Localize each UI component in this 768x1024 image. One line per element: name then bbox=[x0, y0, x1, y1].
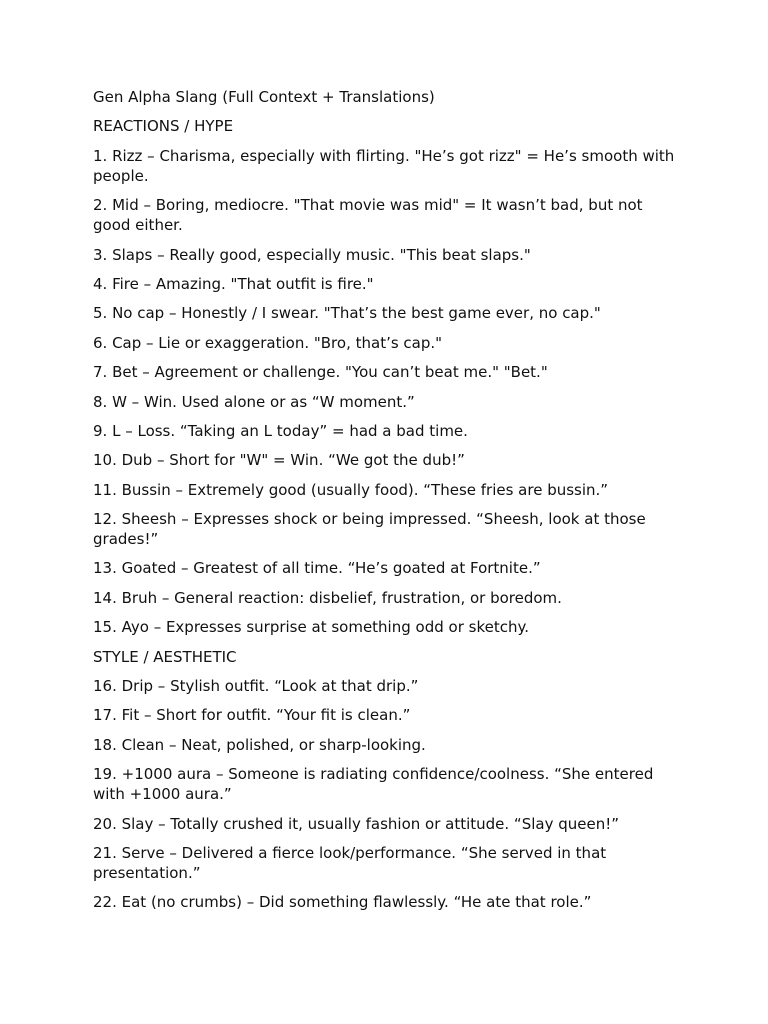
slang-entry: 15. Ayo – Expresses surprise at something odd or sketchy. bbox=[93, 618, 529, 637]
slang-entry: 10. Dub – Short for "W" = Win. “We got the dub!” bbox=[93, 451, 465, 470]
slang-entry: 18. Clean – Neat, polished, or sharp-looking. bbox=[93, 735, 426, 754]
slang-entry: 19. +1000 aura – Someone is radiating confidence/coolness. “She entered with +1000 aura.” bbox=[93, 765, 654, 804]
slang-entry: 14. Bruh – General reaction: disbelief, frustration, or boredom. bbox=[93, 588, 562, 607]
slang-entry: 6. Cap – Lie or exaggeration. "Bro, that’s cap." bbox=[93, 333, 443, 352]
slang-entry: 7. Bet – Agreement or challenge. "You can’t beat me." "Bet." bbox=[93, 363, 548, 382]
slang-entry: 17. Fit – Short for outfit. “Your fit is clean.” bbox=[93, 706, 411, 725]
slang-entry: 3. Slaps – Really good, especially music. "This beat slaps." bbox=[93, 245, 531, 264]
slang-entry: 11. Bussin – Extremely good (usually food). “These fries are bussin.” bbox=[93, 480, 609, 499]
slang-entry: 22. Eat (no crumbs) – Did something flawlessly. “He ate that role.” bbox=[93, 893, 592, 912]
slang-entry: 20. Slay – Totally crushed it, usually fashion or attitude. “Slay queen!” bbox=[93, 814, 620, 833]
slang-entry: 4. Fire – Amazing. "That outfit is fire." bbox=[93, 274, 374, 293]
slang-entry: 2. Mid – Boring, mediocre. "That movie was mid" = It wasn’t bad, but not good either. bbox=[93, 196, 643, 235]
slang-entry: 1. Rizz – Charisma, especially with flirting. "He’s got rizz" = He’s smooth with people. bbox=[93, 146, 675, 185]
slang-entry: 5. No cap – Honestly / I swear. "That’s the best game ever, no cap." bbox=[93, 304, 601, 323]
section-heading-style: STYLE / AESTHETIC bbox=[93, 647, 237, 666]
slang-entry: 9. L – Loss. “Taking an L today” = had a bad time. bbox=[93, 421, 468, 440]
slang-entry: 21. Serve – Delivered a fierce look/performance. “She served in that presentation.” bbox=[93, 843, 607, 882]
slang-entry: 12. Sheesh – Expresses shock or being impressed. “Sheesh, look at those grades!” bbox=[93, 510, 646, 549]
document-title: Gen Alpha Slang (Full Context + Translations) bbox=[93, 88, 435, 106]
section-heading-reactions: REACTIONS / HYPE bbox=[93, 117, 234, 136]
slang-entry: 16. Drip – Stylish outfit. “Look at that drip.” bbox=[93, 677, 419, 696]
slang-entry: 8. W – Win. Used alone or as “W moment.” bbox=[93, 392, 415, 411]
slang-entry: 13. Goated – Greatest of all time. “He’s goated at Fortnite.” bbox=[93, 559, 541, 578]
